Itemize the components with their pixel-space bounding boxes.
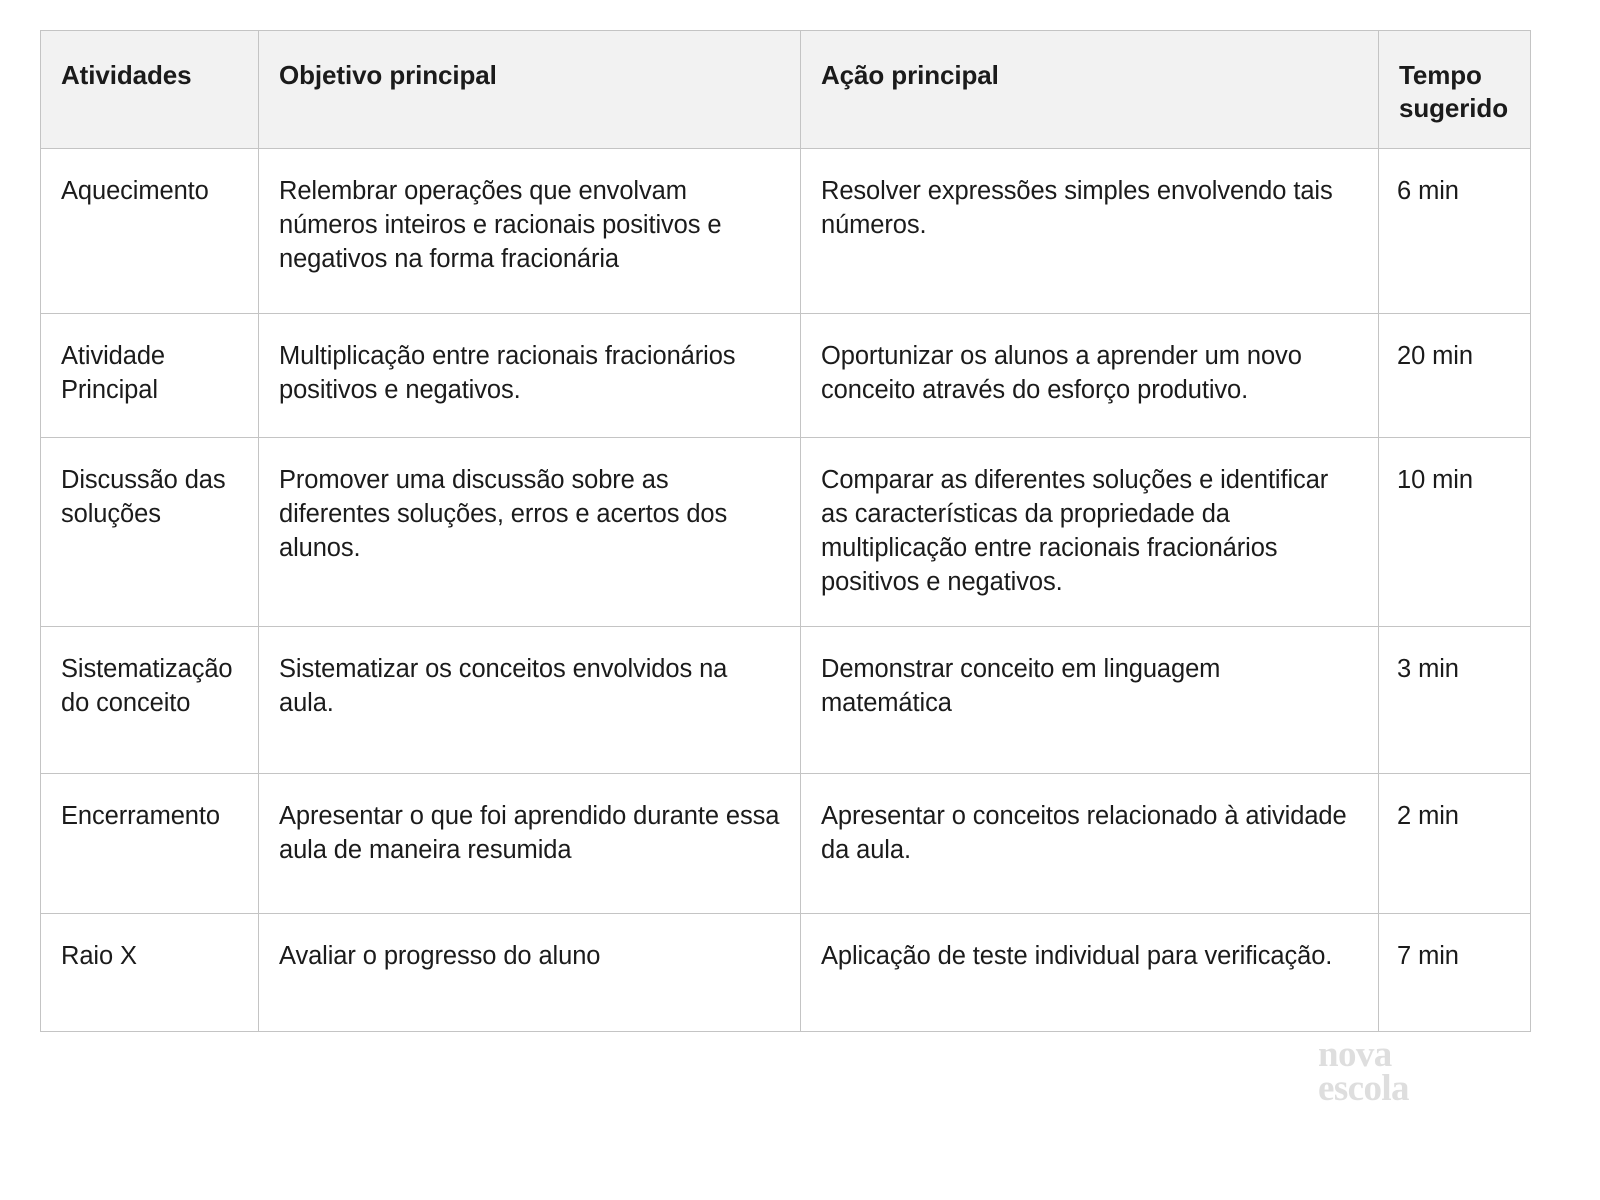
cell-text: Sistematização do conceito — [61, 654, 233, 717]
cell-text: Discussão das soluções — [61, 466, 226, 528]
cell-objetivo — [259, 314, 801, 438]
column-header-tempo-sugerido: Tempo sugerido — [1379, 31, 1531, 149]
cell-text: 7 min — [1397, 941, 1459, 970]
cell-text: Encerramento — [61, 801, 220, 830]
cell-acao — [801, 149, 1379, 314]
cell-objetivo — [259, 913, 801, 1031]
table-row — [41, 913, 1531, 1031]
cell-tempo — [1379, 773, 1531, 913]
cell-text: Apresentar o conceitos relacionado à atividade da aula. — [821, 801, 1347, 864]
cell-text: 20 min — [1397, 342, 1473, 370]
table-row — [41, 314, 1531, 438]
logo-line-escola: escola — [1318, 1068, 1409, 1110]
cell-atividade — [41, 913, 259, 1031]
cell-text: 2 min — [1397, 801, 1459, 830]
logo-line-nova: nova — [1318, 1034, 1392, 1075]
cell-text: 10 min — [1397, 466, 1473, 494]
cell-atividade — [41, 314, 259, 438]
cell-text: Atividade Principal — [61, 342, 166, 404]
cell-acao — [801, 438, 1379, 627]
cell-text: Aquecimento — [61, 177, 209, 205]
cell-text: Comparar as diferentes soluções e identificar as características da propriedade da multiplicação entre racionais fracionários positivos e negativos. — [821, 466, 1329, 596]
table-row — [41, 773, 1531, 913]
lesson-plan-table — [40, 30, 1531, 1032]
cell-text: Aplicação de teste individual para verificação. — [821, 941, 1333, 970]
cell-tempo — [1379, 149, 1531, 314]
table-header — [41, 31, 1531, 149]
cell-text: Sistematizar os conceitos envolvidos na aula. — [279, 654, 728, 717]
table-header-row — [41, 31, 1531, 149]
cell-text: 6 min — [1397, 177, 1459, 205]
cell-objetivo — [259, 773, 801, 913]
cell-text: Multiplicação entre racionais fracionários positivos e negativos. — [279, 342, 736, 404]
cell-text: Demonstrar conceito em linguagem matemática — [821, 654, 1221, 717]
cell-acao — [801, 913, 1379, 1031]
cell-text: Relembrar operações que envolvam números inteiros e racionais positivos e negativos na forma fracionária — [279, 177, 722, 273]
cell-atividade — [41, 626, 259, 773]
cell-text: Promover uma discussão sobre as diferentes soluções, erros e acertos dos alunos. — [279, 466, 728, 562]
cell-acao — [801, 773, 1379, 913]
cell-atividade — [41, 773, 259, 913]
cell-objetivo — [259, 438, 801, 627]
cell-acao — [801, 626, 1379, 773]
cell-text: 3 min — [1397, 654, 1459, 683]
cell-tempo — [1379, 626, 1531, 773]
table-row — [41, 438, 1531, 627]
cell-objetivo — [259, 149, 801, 314]
cell-atividade — [41, 438, 259, 627]
nova-escola-logo — [1318, 1034, 1538, 1110]
table-body — [41, 149, 1531, 1032]
column-header-objetivo-principal: Objetivo principal — [259, 31, 801, 149]
table-row — [41, 626, 1531, 773]
cell-tempo — [1379, 314, 1531, 438]
cell-text: Apresentar o que foi aprendido durante essa aula de maneira resumida — [279, 801, 780, 864]
cell-text: Raio X — [61, 941, 137, 970]
table-row — [41, 149, 1531, 314]
cell-objetivo — [259, 626, 801, 773]
cell-text: Avaliar o progresso do aluno — [279, 941, 601, 970]
cell-tempo — [1379, 913, 1531, 1031]
cell-tempo — [1379, 438, 1531, 627]
cell-text: Resolver expressões simples envolvendo tais números. — [821, 177, 1333, 239]
column-header-acao-principal: Ação principal — [801, 31, 1379, 149]
cell-text: Oportunizar os alunos a aprender um novo conceito através do esforço produtivo. — [821, 342, 1302, 404]
cell-acao — [801, 314, 1379, 438]
column-header-atividades: Atividades — [41, 31, 259, 149]
cell-atividade — [41, 149, 259, 314]
